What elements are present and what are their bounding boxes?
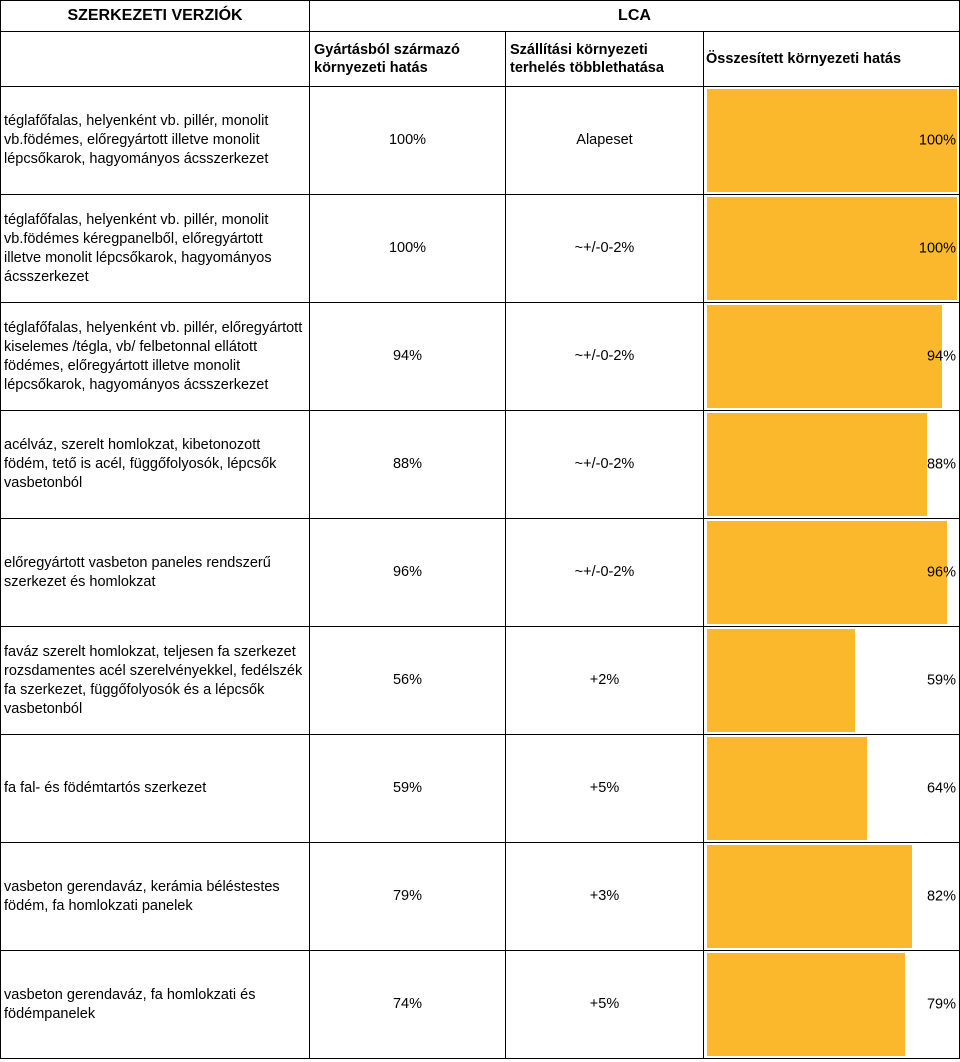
total-impact-cell xyxy=(704,195,960,303)
structure-description: faváz szerelt homlokzat, teljesen fa szerkezet rozsdamentes acél szerelvényekkel, fedélszék fa szerkezet, függőfolyosók és a lépcsők vasbetonból xyxy=(1,627,310,735)
total-impact-cell xyxy=(704,411,960,519)
total-impact-cell xyxy=(704,843,960,951)
total-impact-label: 59% xyxy=(926,672,956,688)
total-impact-bar xyxy=(707,629,855,732)
total-impact-label: 94% xyxy=(926,348,956,364)
total-impact-cell xyxy=(704,519,960,627)
structure-description: vasbeton gerendaváz, fa homlokzati és födémpanelek xyxy=(1,951,310,1059)
total-impact-bar xyxy=(707,953,905,1056)
production-impact-value: 79% xyxy=(310,843,506,951)
total-impact-label: 79% xyxy=(926,996,956,1012)
total-impact-bar xyxy=(707,845,912,948)
total-impact-cell xyxy=(704,951,960,1059)
total-impact-bar xyxy=(707,737,867,840)
transport-impact-value: +5% xyxy=(506,951,704,1059)
structure-description: téglafőfalas, helyenként vb. pillér, monolit vb.födémes kéregpanelből, előregyártott illetve monolit lépcsőkarok, hagyományos ácsszerkezet xyxy=(1,195,310,303)
total-impact-header: Összesített környezeti hatás xyxy=(704,32,960,87)
total-impact-bar xyxy=(707,305,942,408)
transport-impact-header: Szállítási környezeti terhelés többlethatása xyxy=(506,32,704,87)
table-row xyxy=(1,411,960,519)
production-impact-value: 100% xyxy=(310,87,506,195)
header-row-1 xyxy=(1,1,960,32)
table-row xyxy=(1,195,960,303)
header-row-2 xyxy=(1,32,960,87)
table-row xyxy=(1,951,960,1059)
transport-impact-value: ~+/-0-2% xyxy=(506,519,704,627)
production-impact-value: 59% xyxy=(310,735,506,843)
production-impact-value: 96% xyxy=(310,519,506,627)
structure-description: vasbeton gerendaváz, kerámia béléstestes födém, fa homlokzati panelek xyxy=(1,843,310,951)
production-impact-value: 88% xyxy=(310,411,506,519)
transport-impact-value: +2% xyxy=(506,627,704,735)
total-impact-cell xyxy=(704,303,960,411)
total-impact-cell xyxy=(704,87,960,195)
structure-description: acélváz, szerelt homlokzat, kibetonozott födém, tető is acél, függőfolyosók, lépcsők vasbetonból xyxy=(1,411,310,519)
table-row xyxy=(1,843,960,951)
lca-header: LCA xyxy=(310,1,960,32)
table-row xyxy=(1,519,960,627)
table-row xyxy=(1,87,960,195)
transport-impact-value: ~+/-0-2% xyxy=(506,195,704,303)
production-impact-value: 94% xyxy=(310,303,506,411)
total-impact-label: 82% xyxy=(926,888,956,904)
production-impact-header: Gyártásból származó környezeti hatás xyxy=(310,32,506,87)
structure-description: fa fal- és födémtartós szerkezet xyxy=(1,735,310,843)
total-impact-label: 96% xyxy=(926,564,956,580)
total-impact-label: 100% xyxy=(918,240,956,256)
structure-description: téglafőfalas, helyenként vb. pillér, monolit vb.födémes, előregyártott illetve monolit lépcsőkarok, hagyományos ácsszerkezet xyxy=(1,87,310,195)
production-impact-value: 74% xyxy=(310,951,506,1059)
total-impact-cell xyxy=(704,627,960,735)
production-impact-value: 100% xyxy=(310,195,506,303)
total-impact-cell xyxy=(704,735,960,843)
total-impact-bar xyxy=(707,521,947,624)
table-row xyxy=(1,735,960,843)
transport-impact-value: +5% xyxy=(506,735,704,843)
total-impact-label: 100% xyxy=(918,132,956,148)
total-impact-bar xyxy=(707,413,927,516)
table-row xyxy=(1,303,960,411)
structure-description: előregyártott vasbeton paneles rendszerű szerkezet és homlokzat xyxy=(1,519,310,627)
empty-header-cell xyxy=(1,32,310,87)
transport-impact-value: +3% xyxy=(506,843,704,951)
transport-impact-value: ~+/-0-2% xyxy=(506,303,704,411)
structural-versions-header: SZERKEZETI VERZIÓK xyxy=(1,1,310,32)
total-impact-label: 64% xyxy=(926,780,956,796)
production-impact-value: 56% xyxy=(310,627,506,735)
structure-description: téglafőfalas, helyenként vb. pillér, előregyártott kiselemes /tégla, vb/ felbetonnal ellátott födémes, előregyártott illetve monolit lépcsőkarok, hagyományos ácsszerkezet xyxy=(1,303,310,411)
total-impact-label: 88% xyxy=(926,456,956,472)
transport-impact-value: Alapeset xyxy=(506,87,704,195)
transport-impact-value: ~+/-0-2% xyxy=(506,411,704,519)
table-row xyxy=(1,627,960,735)
